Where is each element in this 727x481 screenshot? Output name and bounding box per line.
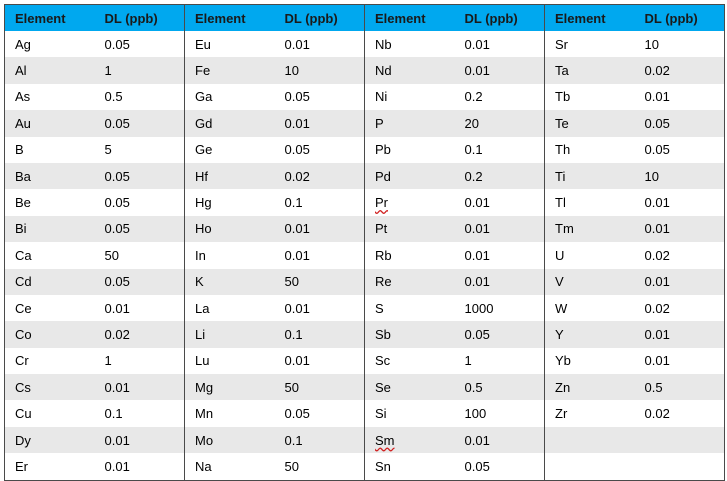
detection-limit-value: 0.01 (104, 432, 130, 448)
dl-cell-3 (455, 269, 545, 295)
detection-limit-value: 0.05 (104, 168, 130, 184)
dl-cell-3 (455, 84, 545, 110)
element-cell-4 (545, 374, 635, 400)
element-symbol: Li (195, 326, 206, 342)
dl-cell-3 (455, 31, 545, 57)
dl-cell-2 (275, 269, 365, 295)
element-cell-3 (365, 269, 455, 295)
dl-cell-4 (635, 427, 725, 453)
detection-limit-value: 0.05 (104, 274, 130, 290)
header-element-1: Element (5, 5, 95, 32)
element-cell-4 (545, 189, 635, 215)
element-symbol: Mo (195, 432, 214, 448)
element-cell-1 (5, 137, 95, 163)
element-cell-4 (545, 110, 635, 136)
element-symbol: Cr (15, 353, 29, 369)
element-cell-2 (185, 295, 275, 321)
element-cell-2 (185, 216, 275, 242)
element-symbol: Dy (15, 432, 31, 448)
element-symbol: Er (15, 458, 28, 474)
detection-limit-value: 0.01 (464, 247, 490, 263)
dl-cell-4 (635, 57, 725, 83)
element-symbol: Yb (555, 353, 571, 369)
element-symbol: Ni (375, 89, 388, 105)
element-cell-4 (545, 216, 635, 242)
detection-limit-value: 0.01 (644, 326, 670, 342)
detection-limit-value: 0.01 (284, 221, 310, 237)
element-cell-3 (365, 110, 455, 136)
element-cell-2 (185, 348, 275, 374)
detection-limit-value: 1 (464, 353, 472, 369)
dl-cell-3 (455, 216, 545, 242)
dl-cell-3 (455, 189, 545, 215)
element-symbol: Sn (375, 458, 391, 474)
element-symbol: Sm (375, 432, 395, 448)
dl-cell-3 (455, 400, 545, 426)
detection-limit-value: 0.01 (284, 300, 310, 316)
element-symbol: Fe (195, 63, 211, 79)
element-cell-1 (5, 348, 95, 374)
detection-limit-value: 0.05 (284, 89, 310, 105)
detection-limit-value: 0.1 (464, 142, 483, 158)
detection-limit-value: 0.05 (464, 326, 490, 342)
element-cell-3 (365, 427, 455, 453)
dl-cell-3 (455, 163, 545, 189)
table-row (5, 110, 725, 136)
element-symbol: Zr (555, 406, 568, 422)
element-cell-3 (365, 242, 455, 268)
table-row (5, 453, 725, 480)
dl-cell-2 (275, 453, 365, 480)
detection-limit-value: 0.01 (464, 221, 490, 237)
dl-cell-3 (455, 427, 545, 453)
element-symbol: Cu (15, 406, 32, 422)
element-symbol: Tm (555, 221, 574, 237)
element-cell-4 (545, 427, 635, 453)
element-symbol: Se (375, 379, 391, 395)
element-cell-3 (365, 137, 455, 163)
element-cell-1 (5, 427, 95, 453)
dl-cell-1 (95, 400, 185, 426)
detection-limit-value: 0.01 (284, 247, 310, 263)
dl-cell-3 (455, 57, 545, 83)
table-body (5, 31, 725, 480)
element-cell-1 (5, 400, 95, 426)
element-symbol: Re (375, 274, 392, 290)
detection-limit-value: 0.5 (644, 379, 663, 395)
detection-limit-value: 0.1 (104, 406, 123, 422)
element-symbol: Hg (195, 195, 212, 211)
detection-limit-value: 0.01 (104, 300, 130, 316)
element-symbol: Ge (195, 142, 213, 158)
dl-cell-2 (275, 374, 365, 400)
element-symbol: Te (555, 115, 569, 131)
element-symbol: Mg (195, 379, 214, 395)
element-cell-2 (185, 57, 275, 83)
header-element-3: Element (365, 5, 455, 32)
dl-cell-1 (95, 189, 185, 215)
element-cell-3 (365, 57, 455, 83)
dl-cell-2 (275, 189, 365, 215)
dl-cell-2 (275, 57, 365, 83)
element-cell-3 (365, 400, 455, 426)
dl-cell-4 (635, 31, 725, 57)
dl-cell-1 (95, 453, 185, 480)
element-symbol: Pr (375, 195, 388, 211)
dl-cell-3 (455, 137, 545, 163)
element-cell-1 (5, 374, 95, 400)
element-symbol: Nb (375, 36, 392, 52)
element-cell-3 (365, 453, 455, 480)
element-symbol: Sc (375, 353, 391, 369)
dl-cell-1 (95, 216, 185, 242)
detection-limit-value: 0.05 (104, 36, 130, 52)
element-symbol: Al (15, 63, 27, 79)
table-row (5, 189, 725, 215)
detection-limit-value: 0.01 (464, 36, 490, 52)
detection-limit-value: 0.02 (644, 63, 670, 79)
detection-limit-value: 0.01 (284, 353, 310, 369)
element-symbol: Pb (375, 142, 391, 158)
element-cell-2 (185, 453, 275, 480)
element-symbol: Ce (15, 300, 32, 316)
element-symbol: As (15, 89, 31, 105)
detection-limit-value: 0.2 (464, 168, 483, 184)
dl-cell-4 (635, 110, 725, 136)
detection-limit-value: 0.01 (104, 379, 130, 395)
header-dl-4: DL (ppb) (635, 5, 725, 32)
detection-limit-value: 50 (284, 458, 299, 474)
dl-cell-4 (635, 84, 725, 110)
dl-cell-2 (275, 348, 365, 374)
element-symbol: K (195, 274, 204, 290)
dl-cell-1 (95, 348, 185, 374)
element-symbol: P (375, 115, 384, 131)
dl-cell-1 (95, 321, 185, 347)
dl-cell-3 (455, 374, 545, 400)
element-cell-4 (545, 31, 635, 57)
element-symbol: Na (195, 458, 212, 474)
element-symbol: Co (15, 326, 32, 342)
detection-limit-value: 0.05 (284, 406, 310, 422)
detection-limit-value: 10 (644, 36, 659, 52)
table-row (5, 427, 725, 453)
element-symbol: Y (555, 326, 564, 342)
dl-cell-4 (635, 374, 725, 400)
element-symbol: Be (15, 195, 31, 211)
table-row (5, 84, 725, 110)
element-symbol: B (15, 142, 24, 158)
detection-limit-value: 0.02 (644, 406, 670, 422)
dl-cell-2 (275, 216, 365, 242)
dl-cell-3 (455, 321, 545, 347)
dl-cell-1 (95, 242, 185, 268)
element-symbol: Th (555, 142, 571, 158)
element-cell-3 (365, 31, 455, 57)
element-symbol: Lu (195, 353, 210, 369)
element-symbol: U (555, 247, 565, 263)
element-symbol: Tb (555, 89, 571, 105)
table-row (5, 295, 725, 321)
detection-limit-value: 0.05 (104, 195, 130, 211)
dl-cell-2 (275, 321, 365, 347)
table-row (5, 31, 725, 57)
dl-cell-1 (95, 57, 185, 83)
dl-cell-1 (95, 137, 185, 163)
header-dl-3: DL (ppb) (455, 5, 545, 32)
element-cell-3 (365, 295, 455, 321)
element-cell-1 (5, 321, 95, 347)
element-cell-2 (185, 242, 275, 268)
element-cell-3 (365, 374, 455, 400)
table-header (5, 5, 725, 32)
header-element-4: Element (545, 5, 635, 32)
element-cell-1 (5, 31, 95, 57)
element-symbol: Pt (375, 221, 388, 237)
element-cell-1 (5, 57, 95, 83)
detection-limit-value: 0.02 (644, 247, 670, 263)
element-cell-4 (545, 295, 635, 321)
element-symbol: Bi (15, 221, 27, 237)
element-symbol: Hf (195, 168, 208, 184)
dl-cell-2 (275, 137, 365, 163)
element-cell-3 (365, 163, 455, 189)
element-symbol: Eu (195, 36, 211, 52)
dl-cell-4 (635, 216, 725, 242)
detection-limit-value: 10 (644, 168, 659, 184)
element-cell-2 (185, 427, 275, 453)
dl-cell-2 (275, 295, 365, 321)
element-cell-3 (365, 348, 455, 374)
element-cell-2 (185, 163, 275, 189)
dl-cell-1 (95, 374, 185, 400)
detection-limit-value: 10 (284, 63, 299, 79)
element-cell-3 (365, 321, 455, 347)
detection-limit-value: 0.5 (104, 89, 123, 105)
dl-cell-2 (275, 163, 365, 189)
dl-cell-3 (455, 295, 545, 321)
dl-cell-2 (275, 110, 365, 136)
element-symbol: In (195, 247, 206, 263)
element-symbol: S (375, 300, 384, 316)
detection-limit-value: 0.01 (644, 274, 670, 290)
detection-limit-value: 0.01 (644, 195, 670, 211)
element-cell-2 (185, 400, 275, 426)
dl-cell-1 (95, 163, 185, 189)
dl-cell-4 (635, 295, 725, 321)
element-symbol: Mn (195, 406, 214, 422)
table-row (5, 269, 725, 295)
detection-limit-value: 1000 (464, 300, 494, 316)
detection-limit-value: 0.2 (464, 89, 483, 105)
element-cell-4 (545, 137, 635, 163)
element-cell-4 (545, 453, 635, 480)
element-cell-2 (185, 189, 275, 215)
header-row (5, 5, 725, 32)
element-cell-1 (5, 216, 95, 242)
detection-limit-value: 0.5 (464, 379, 483, 395)
detection-limit-value: 0.01 (644, 221, 670, 237)
table-row (5, 374, 725, 400)
element-cell-4 (545, 84, 635, 110)
dl-cell-1 (95, 110, 185, 136)
element-symbol: Tl (555, 195, 566, 211)
table-row (5, 57, 725, 83)
element-symbol: Ho (195, 221, 212, 237)
detection-limit-value: 0.1 (284, 432, 303, 448)
element-symbol: W (555, 300, 568, 316)
table-row (5, 348, 725, 374)
detection-limit-value: 50 (284, 379, 299, 395)
element-cell-4 (545, 348, 635, 374)
element-symbol: Ga (195, 89, 213, 105)
dl-cell-3 (455, 110, 545, 136)
element-cell-4 (545, 163, 635, 189)
element-cell-2 (185, 374, 275, 400)
element-cell-2 (185, 84, 275, 110)
detection-limit-value: 50 (284, 274, 299, 290)
element-cell-4 (545, 400, 635, 426)
element-cell-1 (5, 269, 95, 295)
element-symbol: Nd (375, 63, 392, 79)
detection-limit-value: 0.01 (284, 36, 310, 52)
element-symbol: Ca (15, 247, 32, 263)
header-dl-2: DL (ppb) (275, 5, 365, 32)
detection-limit-value: 0.1 (284, 326, 303, 342)
detection-limits-table (4, 4, 725, 481)
element-cell-2 (185, 31, 275, 57)
element-symbol: Sr (555, 36, 568, 52)
detection-limit-value: 0.05 (464, 458, 490, 474)
element-cell-1 (5, 163, 95, 189)
element-cell-4 (545, 321, 635, 347)
dl-cell-4 (635, 348, 725, 374)
dl-cell-1 (95, 31, 185, 57)
header-dl-1: DL (ppb) (95, 5, 185, 32)
dl-cell-3 (455, 453, 545, 480)
detection-limit-value: 100 (464, 406, 487, 422)
detection-limit-value: 50 (104, 247, 119, 263)
detection-limit-value: 0.05 (104, 115, 130, 131)
dl-cell-2 (275, 400, 365, 426)
element-symbol: Cd (15, 274, 32, 290)
table-row (5, 321, 725, 347)
detection-limit-value: 0.01 (464, 195, 490, 211)
dl-cell-4 (635, 137, 725, 163)
dl-cell-4 (635, 189, 725, 215)
element-symbol: Zn (555, 379, 571, 395)
element-cell-2 (185, 321, 275, 347)
element-cell-4 (545, 242, 635, 268)
dl-cell-4 (635, 163, 725, 189)
element-cell-1 (5, 110, 95, 136)
detection-limit-value: 0.01 (464, 432, 490, 448)
detection-limit-value: 0.01 (104, 458, 130, 474)
element-symbol: V (555, 274, 564, 290)
detection-limit-value: 0.01 (644, 353, 670, 369)
detection-limit-value: 0.01 (284, 115, 310, 131)
dl-cell-1 (95, 295, 185, 321)
detection-limit-value: 5 (104, 142, 112, 158)
element-symbol: Gd (195, 115, 213, 131)
detection-limit-value: 0.05 (104, 221, 130, 237)
element-symbol: Si (375, 406, 387, 422)
dl-cell-4 (635, 269, 725, 295)
element-cell-1 (5, 453, 95, 480)
detection-limits-table-container (4, 4, 724, 476)
detection-limit-value: 1 (104, 63, 112, 79)
detection-limit-value: 0.1 (284, 195, 303, 211)
dl-cell-4 (635, 400, 725, 426)
table-row (5, 242, 725, 268)
element-symbol: Ba (15, 168, 31, 184)
dl-cell-2 (275, 427, 365, 453)
element-cell-3 (365, 189, 455, 215)
detection-limit-value: 0.01 (464, 63, 490, 79)
dl-cell-2 (275, 242, 365, 268)
element-cell-2 (185, 137, 275, 163)
detection-limit-value: 20 (464, 115, 479, 131)
element-symbol: La (195, 300, 210, 316)
detection-limit-value: 1 (104, 353, 112, 369)
table-row (5, 163, 725, 189)
element-symbol: Rb (375, 247, 392, 263)
element-cell-3 (365, 84, 455, 110)
table-row (5, 400, 725, 426)
dl-cell-1 (95, 84, 185, 110)
dl-cell-3 (455, 242, 545, 268)
dl-cell-2 (275, 84, 365, 110)
detection-limit-value: 0.05 (644, 142, 670, 158)
element-cell-3 (365, 216, 455, 242)
element-symbol: Cs (15, 379, 31, 395)
element-symbol: Sb (375, 326, 391, 342)
dl-cell-1 (95, 269, 185, 295)
dl-cell-2 (275, 31, 365, 57)
detection-limit-value: 0.05 (284, 142, 310, 158)
dl-cell-4 (635, 453, 725, 480)
element-symbol: Ag (15, 36, 31, 52)
dl-cell-4 (635, 242, 725, 268)
element-symbol: Ti (555, 168, 566, 184)
detection-limit-value: 0.02 (284, 168, 310, 184)
table-row (5, 216, 725, 242)
element-symbol: Au (15, 115, 31, 131)
detection-limit-value: 0.01 (464, 274, 490, 290)
header-element-2: Element (185, 5, 275, 32)
element-cell-4 (545, 57, 635, 83)
element-symbol: Ta (555, 63, 569, 79)
element-cell-1 (5, 295, 95, 321)
element-symbol: Pd (375, 168, 391, 184)
detection-limit-value: 0.05 (644, 115, 670, 131)
element-cell-1 (5, 84, 95, 110)
element-cell-2 (185, 269, 275, 295)
element-cell-4 (545, 269, 635, 295)
detection-limit-value: 0.02 (644, 300, 670, 316)
detection-limit-value: 0.01 (644, 89, 670, 105)
element-cell-2 (185, 110, 275, 136)
dl-cell-3 (455, 348, 545, 374)
element-cell-1 (5, 189, 95, 215)
table-row (5, 137, 725, 163)
element-cell-1 (5, 242, 95, 268)
dl-cell-1 (95, 427, 185, 453)
dl-cell-4 (635, 321, 725, 347)
detection-limit-value: 0.02 (104, 326, 130, 342)
